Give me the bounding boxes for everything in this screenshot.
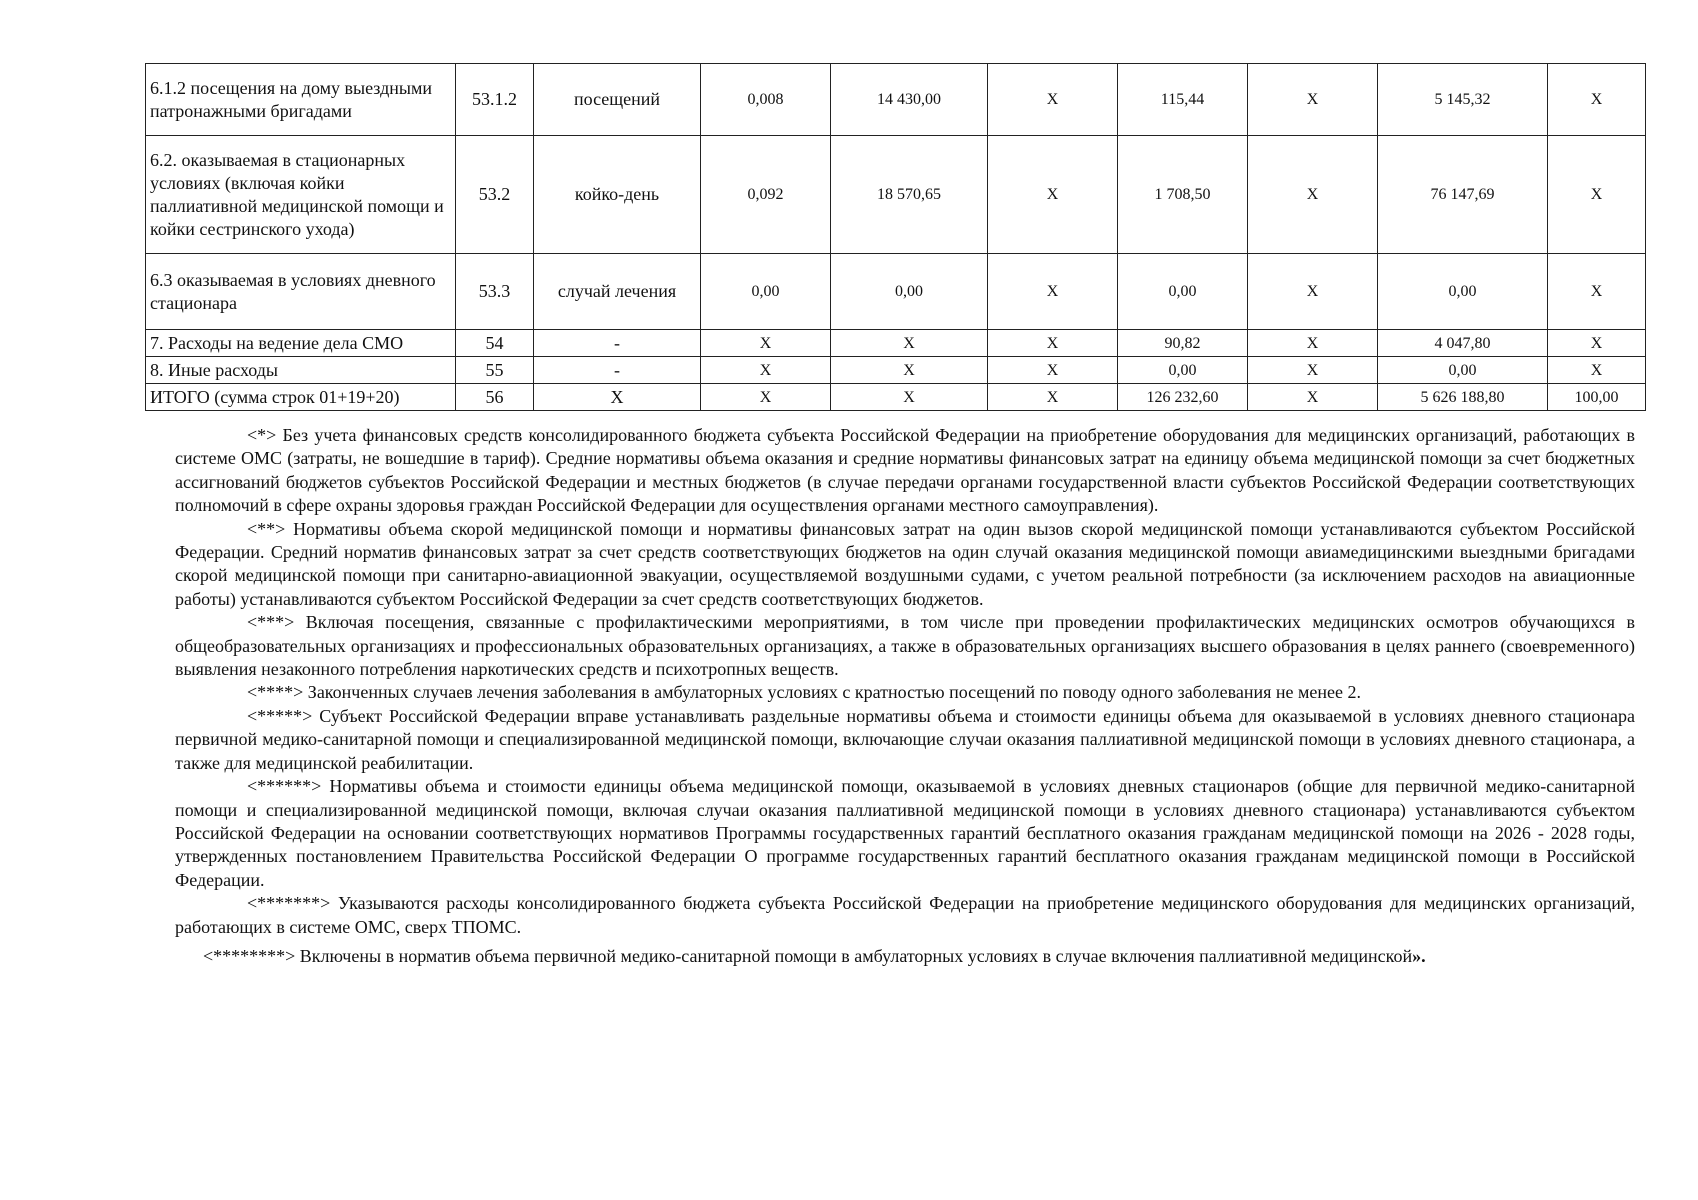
table-cell: 53.1.2 (456, 64, 534, 136)
table-cell: Х (831, 330, 988, 357)
table-cell: 0,00 (701, 254, 831, 330)
table-cell: Х (1548, 136, 1646, 254)
table-cell: Х (831, 357, 988, 384)
table-cell: 56 (456, 384, 534, 411)
table-cell: Х (1248, 384, 1378, 411)
table-cell: Х (1248, 136, 1378, 254)
footnote-5: <*****> Субъект Российской Федерации вправе устанавливать раздельные нормативы объема и стоимости единицы объема для оказываемой в условиях дневного стационара первичной медико-санитарной помощи и специализированной медицинской помощи, включающие случаи оказания паллиативной медицинской помощи в условиях дневного стационара, а также для медицинской реабилитации. (175, 705, 1635, 773)
table-cell: Х (1548, 64, 1646, 136)
table-cell: 18 570,65 (831, 136, 988, 254)
table-cell: Х (988, 384, 1118, 411)
table-cell: Х (1548, 330, 1646, 357)
footnote-6: <******> Нормативы объема и стоимости единицы объема медицинской помощи, оказываемой в условиях дневных стационаров (общие для первичной медико-санитарной помощи и специализированной медицинской помощи, включая случаи оказания паллиативной медицинской помощи в условиях дневного стационара) устанавливаются субъектом Российской Федерации на основании соответствующих нормативов Программы государственных гарантий бесплатного оказания гражданам медицинской помощи на 2026 - 2028 годы, утвержденных постановлением Правительства Российской Федерации О программе государственных гарантий бесплатного оказания гражданам медицинской помощи в Российской Федерации. (175, 776, 1635, 890)
table-cell: 126 232,60 (1118, 384, 1248, 411)
table-cell: Х (1248, 330, 1378, 357)
table-cell: 1 708,50 (1118, 136, 1248, 254)
row-name-cell: 6.2. оказываемая в стационарных условиях (включая койки паллиативной медицинской помощи и койки сестринского ухода) (146, 136, 456, 254)
row-name-cell: 6.1.2 посещения на дому выездными патронажными бригадами (146, 64, 456, 136)
table-cell: Х (831, 384, 988, 411)
footnote-8 (175, 945, 1635, 968)
row-name-cell: ИТОГО (сумма строк 01+19+20) (146, 384, 456, 411)
table-cell: Х (701, 330, 831, 357)
row-name-cell: 8. Иные расходы (146, 357, 456, 384)
table-cell: Х (988, 254, 1118, 330)
table-cell: 5 145,32 (1378, 64, 1548, 136)
table-cell: 14 430,00 (831, 64, 988, 136)
table-cell: Х (988, 136, 1118, 254)
closing-quote: ». (1412, 945, 1426, 966)
table-cell: 0,008 (701, 64, 831, 136)
table-row (146, 330, 1646, 357)
table-cell: 115,44 (1118, 64, 1248, 136)
table-cell: 0,092 (701, 136, 831, 254)
table-cell: 0,00 (1118, 357, 1248, 384)
table-cell: 55 (456, 357, 534, 384)
table-cell: Х (1248, 254, 1378, 330)
table-cell: Х (988, 357, 1118, 384)
table-cell: Х (988, 330, 1118, 357)
row-name-cell: 7. Расходы на ведение дела СМО (146, 330, 456, 357)
table-cell: 90,82 (1118, 330, 1248, 357)
footnotes (175, 424, 1635, 968)
table-cell: посещений (534, 64, 701, 136)
expenses-table (145, 63, 1646, 411)
footnote-1: <*> Без учета финансовых средств консолидированного бюджета субъекта Российской Федерации на приобретение оборудования для медицинских организаций, работающих в системе ОМС (затраты, не вошедшие в тариф). Средние нормативы объема оказания и средние нормативы финансовых затрат на единицу объема медицинской помощи за счет бюджетных ассигнований бюджетов субъектов Российской Федерации и местных бюджетов (в случае передачи органами государственной власти субъектов Российской Федерации соответствующих полномочий в сфере охраны здоровья граждан Российской Федерации для осуществления органами местного самоуправления). (175, 425, 1635, 516)
table-cell: Х (701, 384, 831, 411)
table-cell: Х (1248, 64, 1378, 136)
table-cell: 0,00 (1378, 357, 1548, 384)
table-cell: 5 626 188,80 (1378, 384, 1548, 411)
table-cell: Х (1548, 357, 1646, 384)
table-cell: 0,00 (831, 254, 988, 330)
footnote-2: <**> Нормативы объема скорой медицинской помощи и нормативы финансовых затрат на один вызов скорой медицинской помощи устанавливаются субъектом Российской Федерации. Средний норматив финансовых затрат за счет средств соответствующих бюджетов на один случай оказания медицинской помощи авиамедицинскими выездными бригадами скорой медицинской помощи при санитарно-авиационной эвакуации, осуществляемой воздушными судами, с учетом реальной потребности (за исключением расходов на авиационные работы) устанавливаются субъектом Российской Федерации за счет средств соответствующих бюджетов. (175, 518, 1635, 609)
table-cell: Х (534, 384, 701, 411)
table-cell: Х (701, 357, 831, 384)
table-cell: 76 147,69 (1378, 136, 1548, 254)
table-cell: - (534, 357, 701, 384)
table-cell: 0,00 (1118, 254, 1248, 330)
row-name-cell: 6.3 оказываемая в условиях дневного стационара (146, 254, 456, 330)
table-cell: - (534, 330, 701, 357)
table-cell: 4 047,80 (1378, 330, 1548, 357)
table-row (146, 64, 1646, 136)
table-row (146, 136, 1646, 254)
table-cell: 100,00 (1548, 384, 1646, 411)
table-row (146, 384, 1646, 411)
table-cell: Х (988, 64, 1118, 136)
table-row (146, 357, 1646, 384)
table-cell: случай лечения (534, 254, 701, 330)
table-cell: Х (1548, 254, 1646, 330)
table-cell: 54 (456, 330, 534, 357)
table-cell: койко-день (534, 136, 701, 254)
table-row (146, 254, 1646, 330)
footnote-3: <***> Включая посещения, связанные с профилактическими мероприятиями, в том числе при проведении профилактических медицинских осмотров обучающихся в общеобразовательных организациях и профессиональных образовательных организациях, а также в образовательных организациях высшего образования в целях раннего (своевременного) выявления незаконного потребления наркотических средств и психотропных веществ. (175, 612, 1635, 680)
footnote-8-text: <********> Включены в норматив объема первичной медико-санитарной помощи в амбулаторных условиях в случае включения паллиативной медицинской (203, 945, 1413, 966)
table-cell: 53.3 (456, 254, 534, 330)
footnote-4: <****> Законченных случаев лечения заболевания в амбулаторных условиях с кратностью посещений по поводу одного заболевания не менее 2. (247, 682, 1362, 703)
footnote-7: <*******> Указываются расходы консолидированного бюджета субъекта Российской Федерации на приобретение медицинского оборудования для медицинских организаций, работающих в системе ОМС, сверх ТПОМС. (175, 893, 1635, 937)
table-cell: Х (1248, 357, 1378, 384)
table-cell: 53.2 (456, 136, 534, 254)
table-cell: 0,00 (1378, 254, 1548, 330)
